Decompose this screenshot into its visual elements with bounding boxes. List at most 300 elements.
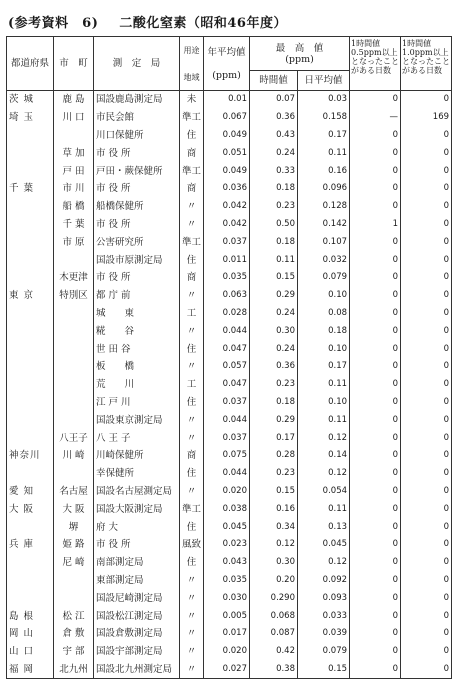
zone-cell: 住 [180, 340, 204, 358]
header-annual-label: 年平均値 [207, 46, 246, 58]
station-cell: 公害研究所 [94, 233, 180, 251]
station-cell: 川口保健所 [94, 127, 180, 145]
max-hourly-cell: 0.16 [250, 500, 298, 518]
annual-mean-cell: 0.005 [204, 607, 250, 625]
annual-mean-cell: 0.049 [204, 162, 250, 180]
table-row [7, 607, 452, 625]
station-cell: 都 庁 前 [94, 287, 180, 305]
prefecture-cell: 島 根 [7, 607, 54, 625]
annual-mean-cell: 0.044 [204, 322, 250, 340]
max-daily-cell: 0.17 [298, 358, 350, 376]
zone-cell: 未 [180, 91, 204, 109]
max-daily-cell: 0.11 [298, 376, 350, 394]
prefecture-cell: 福 岡 [7, 661, 54, 679]
header-days-10ppm: 1時間値1.0ppm以上となったことがある日数 [401, 37, 452, 91]
days-05ppm-cell: 0 [350, 127, 401, 145]
city-cell [54, 465, 94, 483]
days-10ppm-cell: 0 [401, 340, 452, 358]
zone-cell: 〃 [180, 198, 204, 216]
annual-mean-cell: 0.067 [204, 109, 250, 127]
days-05ppm-cell: 0 [350, 322, 401, 340]
table-row [7, 180, 452, 198]
station-cell: 国設東京測定局 [94, 411, 180, 429]
zone-cell: 〃 [180, 216, 204, 234]
city-cell [54, 127, 94, 145]
max-daily-cell: 0.092 [298, 572, 350, 590]
city-cell: 八王子 [54, 429, 94, 447]
days-05ppm-cell: 0 [350, 198, 401, 216]
city-cell [54, 358, 94, 376]
max-hourly-cell: 0.087 [250, 625, 298, 643]
days-10ppm-cell: 0 [401, 589, 452, 607]
header-zone [180, 37, 204, 91]
table-row [7, 233, 452, 251]
city-cell: 鹿 島 [54, 91, 94, 109]
max-daily-cell: 0.033 [298, 607, 350, 625]
annual-mean-cell: 0.036 [204, 180, 250, 198]
max-daily-cell: 0.039 [298, 625, 350, 643]
days-05ppm-cell: 0 [350, 233, 401, 251]
prefecture-cell [7, 411, 54, 429]
table-row [7, 269, 452, 287]
station-cell: 国設尼崎測定局 [94, 589, 180, 607]
station-cell: 川崎保健所 [94, 447, 180, 465]
days-10ppm-cell: 0 [401, 180, 452, 198]
city-cell [54, 305, 94, 323]
days-10ppm-cell: 0 [401, 162, 452, 180]
zone-cell: 商 [180, 180, 204, 198]
header-zone-top: 用途 [183, 45, 200, 55]
max-daily-cell: 0.079 [298, 643, 350, 661]
table-row [7, 358, 452, 376]
days-10ppm-cell: 0 [401, 518, 452, 536]
city-cell [54, 589, 94, 607]
prefecture-cell [7, 358, 54, 376]
table-row [7, 447, 452, 465]
prefecture-cell [7, 216, 54, 234]
prefecture-cell [7, 340, 54, 358]
zone-cell: 準工 [180, 500, 204, 518]
annual-mean-cell: 0.028 [204, 305, 250, 323]
document-title [8, 12, 287, 31]
city-cell: 木更津 [54, 269, 94, 287]
annual-mean-cell: 0.011 [204, 251, 250, 269]
table-row [7, 625, 452, 643]
prefecture-cell: 神奈川 [7, 447, 54, 465]
max-daily-cell: 0.079 [298, 269, 350, 287]
table-row [7, 198, 452, 216]
annual-mean-cell: 0.063 [204, 287, 250, 305]
days-10ppm-cell: 0 [401, 233, 452, 251]
table-row [7, 91, 452, 109]
days-10ppm-cell: 0 [401, 554, 452, 572]
zone-cell: 準工 [180, 233, 204, 251]
header-annual-mean [204, 37, 250, 91]
annual-mean-cell: 0.037 [204, 429, 250, 447]
title-text: 二酸化窒素（昭和46年度） [119, 16, 287, 31]
city-cell: 姫 路 [54, 536, 94, 554]
table-row [7, 589, 452, 607]
table-row [7, 305, 452, 323]
days-10ppm-cell: 0 [401, 411, 452, 429]
annual-mean-cell: 0.045 [204, 518, 250, 536]
zone-cell: 工 [180, 376, 204, 394]
table-row [7, 554, 452, 572]
table-row [7, 216, 452, 234]
city-cell [54, 572, 94, 590]
zone-cell: 〃 [180, 322, 204, 340]
header-zone-bottom: 地域 [183, 72, 200, 82]
zone-cell: 商 [180, 269, 204, 287]
days-10ppm-cell: 0 [401, 465, 452, 483]
max-daily-cell: 0.096 [298, 180, 350, 198]
days-10ppm-cell: 0 [401, 216, 452, 234]
city-cell: 千 葉 [54, 216, 94, 234]
station-cell: 幸保健所 [94, 465, 180, 483]
max-hourly-cell: 0.43 [250, 127, 298, 145]
city-cell: 草 加 [54, 144, 94, 162]
zone-cell: 〃 [180, 358, 204, 376]
zone-cell: 〃 [180, 572, 204, 590]
days-10ppm-cell: 169 [401, 109, 452, 127]
table-row [7, 109, 452, 127]
days-10ppm-cell: 0 [401, 269, 452, 287]
zone-cell: 住 [180, 518, 204, 536]
header-max-unit: (ppm) [285, 53, 314, 65]
city-cell [54, 251, 94, 269]
max-hourly-cell: 0.50 [250, 216, 298, 234]
table-row [7, 251, 452, 269]
max-hourly-cell: 0.18 [250, 233, 298, 251]
table-body [7, 91, 452, 679]
max-hourly-cell: 0.18 [250, 394, 298, 412]
prefecture-cell [7, 554, 54, 572]
days-10ppm-cell: 0 [401, 144, 452, 162]
days-10ppm-cell: 0 [401, 358, 452, 376]
table-row [7, 643, 452, 661]
days-05ppm-cell: 0 [350, 162, 401, 180]
table-row [7, 572, 452, 590]
max-daily-cell: 0.10 [298, 287, 350, 305]
max-hourly-cell: 0.24 [250, 340, 298, 358]
city-cell: 宇 部 [54, 643, 94, 661]
days-05ppm-cell: 1 [350, 216, 401, 234]
prefecture-cell [7, 572, 54, 590]
annual-mean-cell: 0.044 [204, 411, 250, 429]
days-10ppm-cell: 0 [401, 625, 452, 643]
station-cell: 城 東 [94, 305, 180, 323]
table-row [7, 483, 452, 501]
station-cell: 国設大阪測定局 [94, 500, 180, 518]
days-10ppm-cell: 0 [401, 661, 452, 679]
max-hourly-cell: 0.34 [250, 518, 298, 536]
days-10ppm-cell: 0 [401, 447, 452, 465]
prefecture-cell [7, 144, 54, 162]
max-hourly-cell: 0.23 [250, 376, 298, 394]
prefecture-cell [7, 376, 54, 394]
days-10ppm-cell: 0 [401, 643, 452, 661]
days-05ppm-cell: 0 [350, 376, 401, 394]
annual-mean-cell: 0.020 [204, 643, 250, 661]
station-cell: 国設松江測定局 [94, 607, 180, 625]
days-10ppm-cell: 0 [401, 376, 452, 394]
city-cell: 船 橋 [54, 198, 94, 216]
annual-mean-cell: 0.044 [204, 465, 250, 483]
station-cell: 戸田・蕨保健所 [94, 162, 180, 180]
station-cell: 国設倉敷測定局 [94, 625, 180, 643]
table-row [7, 394, 452, 412]
prefecture-cell: 大 阪 [7, 500, 54, 518]
header-prefecture: 都道府県 [7, 37, 54, 91]
zone-cell: 〃 [180, 287, 204, 305]
days-05ppm-cell: 0 [350, 483, 401, 501]
header-station: 測 定 局 [94, 37, 180, 91]
station-cell: 国設鹿島測定局 [94, 91, 180, 109]
prefecture-cell [7, 518, 54, 536]
table-row [7, 536, 452, 554]
days-05ppm-cell: 0 [350, 500, 401, 518]
station-cell: 荒 川 [94, 376, 180, 394]
annual-mean-cell: 0.035 [204, 269, 250, 287]
prefecture-cell [7, 589, 54, 607]
prefecture-cell: 愛 知 [7, 483, 54, 501]
annual-mean-cell: 0.037 [204, 394, 250, 412]
prefecture-cell: 茨 城 [7, 91, 54, 109]
max-hourly-cell: 0.30 [250, 554, 298, 572]
max-hourly-cell: 0.36 [250, 109, 298, 127]
days-05ppm-cell: 0 [350, 589, 401, 607]
days-05ppm-cell: 0 [350, 287, 401, 305]
station-cell: 八 王 子 [94, 429, 180, 447]
station-cell: 国設市原測定局 [94, 251, 180, 269]
city-cell: 北九州 [54, 661, 94, 679]
prefecture-cell [7, 162, 54, 180]
annual-mean-cell: 0.042 [204, 216, 250, 234]
max-daily-cell: 0.12 [298, 554, 350, 572]
table-row [7, 500, 452, 518]
days-05ppm-cell: 0 [350, 269, 401, 287]
days-10ppm-cell: 0 [401, 251, 452, 269]
days-05ppm-cell: 0 [350, 429, 401, 447]
prefecture-cell [7, 322, 54, 340]
days-10ppm-cell: 0 [401, 287, 452, 305]
table-row [7, 411, 452, 429]
city-cell: 川 崎 [54, 447, 94, 465]
max-daily-cell: 0.093 [298, 589, 350, 607]
days-05ppm-cell: 0 [350, 91, 401, 109]
days-10ppm-cell: 0 [401, 394, 452, 412]
zone-cell: 〃 [180, 661, 204, 679]
annual-mean-cell: 0.047 [204, 340, 250, 358]
max-hourly-cell: 0.24 [250, 144, 298, 162]
max-daily-cell: 0.10 [298, 340, 350, 358]
max-daily-cell: 0.032 [298, 251, 350, 269]
city-cell: 戸 田 [54, 162, 94, 180]
table-row [7, 127, 452, 145]
annual-mean-cell: 0.038 [204, 500, 250, 518]
annual-mean-cell: 0.037 [204, 233, 250, 251]
max-daily-cell: 0.107 [298, 233, 350, 251]
station-cell: 南部測定局 [94, 554, 180, 572]
annual-mean-cell: 0.017 [204, 625, 250, 643]
max-hourly-cell: 0.29 [250, 287, 298, 305]
zone-cell: 〃 [180, 589, 204, 607]
header-max-daily: 日平均値 [298, 71, 350, 91]
max-hourly-cell: 0.42 [250, 643, 298, 661]
prefecture-cell: 千 葉 [7, 180, 54, 198]
days-10ppm-cell: 0 [401, 483, 452, 501]
days-05ppm-cell: 0 [350, 536, 401, 554]
zone-cell: 住 [180, 394, 204, 412]
zone-cell: 商 [180, 144, 204, 162]
zone-cell: 準工 [180, 109, 204, 127]
city-cell: 市 原 [54, 233, 94, 251]
max-daily-cell: 0.054 [298, 483, 350, 501]
annual-mean-cell: 0.027 [204, 661, 250, 679]
prefecture-cell [7, 429, 54, 447]
station-cell: 市 役 所 [94, 536, 180, 554]
station-cell: 市 役 所 [94, 180, 180, 198]
max-daily-cell: 0.142 [298, 216, 350, 234]
max-hourly-cell: 0.30 [250, 322, 298, 340]
max-daily-cell: 0.045 [298, 536, 350, 554]
max-daily-cell: 0.18 [298, 322, 350, 340]
annual-mean-cell: 0.042 [204, 198, 250, 216]
table-row [7, 162, 452, 180]
table-row [7, 144, 452, 162]
city-cell [54, 322, 94, 340]
station-cell: 板 橋 [94, 358, 180, 376]
city-cell [54, 394, 94, 412]
station-cell: 市民会館 [94, 109, 180, 127]
annual-mean-cell: 0.035 [204, 572, 250, 590]
station-cell: 世 田 谷 [94, 340, 180, 358]
header-max-group [250, 37, 350, 71]
max-hourly-cell: 0.15 [250, 483, 298, 501]
max-hourly-cell: 0.38 [250, 661, 298, 679]
prefecture-cell: 兵 庫 [7, 536, 54, 554]
days-05ppm-cell: 0 [350, 447, 401, 465]
city-cell [54, 376, 94, 394]
station-cell: 国設名古屋測定局 [94, 483, 180, 501]
header-max-hourly: 時間値 [250, 71, 298, 91]
header-days-05ppm: 1時間値0.5ppm以上となったことがある日数 [350, 37, 401, 91]
zone-cell: 住 [180, 465, 204, 483]
zone-cell: 〃 [180, 483, 204, 501]
city-cell: 松 江 [54, 607, 94, 625]
max-hourly-cell: 0.33 [250, 162, 298, 180]
max-daily-cell: 0.11 [298, 500, 350, 518]
prefecture-cell [7, 305, 54, 323]
max-daily-cell: 0.17 [298, 127, 350, 145]
no2-data-table [6, 36, 452, 679]
annual-mean-cell: 0.075 [204, 447, 250, 465]
days-05ppm-cell: 0 [350, 518, 401, 536]
days-05ppm-cell: 0 [350, 358, 401, 376]
prefecture-cell [7, 233, 54, 251]
days-05ppm-cell: 0 [350, 144, 401, 162]
prefecture-cell: 東 京 [7, 287, 54, 305]
prefecture-cell: 埼 玉 [7, 109, 54, 127]
station-cell: 市 役 所 [94, 144, 180, 162]
max-daily-cell: 0.128 [298, 198, 350, 216]
max-hourly-cell: 0.36 [250, 358, 298, 376]
days-05ppm-cell: 0 [350, 411, 401, 429]
max-daily-cell: 0.11 [298, 411, 350, 429]
station-cell: 国設北九州測定局 [94, 661, 180, 679]
days-05ppm-cell: 0 [350, 572, 401, 590]
zone-cell: 〃 [180, 429, 204, 447]
prefecture-cell [7, 251, 54, 269]
max-hourly-cell: 0.24 [250, 305, 298, 323]
station-cell: 船橋保健所 [94, 198, 180, 216]
zone-cell: 工 [180, 305, 204, 323]
max-hourly-cell: 0.290 [250, 589, 298, 607]
prefecture-cell [7, 269, 54, 287]
annual-mean-cell: 0.047 [204, 376, 250, 394]
station-cell: 府 大 [94, 518, 180, 536]
city-cell: 川 口 [54, 109, 94, 127]
city-cell: 市 川 [54, 180, 94, 198]
max-hourly-cell: 0.068 [250, 607, 298, 625]
max-hourly-cell: 0.20 [250, 572, 298, 590]
table-row [7, 429, 452, 447]
station-cell: 糀 谷 [94, 322, 180, 340]
prefecture-cell [7, 465, 54, 483]
annual-mean-cell: 0.051 [204, 144, 250, 162]
city-cell: 名古屋 [54, 483, 94, 501]
days-10ppm-cell: 0 [401, 198, 452, 216]
table-row [7, 518, 452, 536]
header-annual-unit: (ppm) [212, 69, 241, 81]
city-cell: 特別区 [54, 287, 94, 305]
max-hourly-cell: 0.29 [250, 411, 298, 429]
zone-cell: 住 [180, 554, 204, 572]
max-hourly-cell: 0.15 [250, 269, 298, 287]
days-10ppm-cell: 0 [401, 429, 452, 447]
days-05ppm-cell: 0 [350, 607, 401, 625]
annual-mean-cell: 0.01 [204, 91, 250, 109]
city-cell: 堺 [54, 518, 94, 536]
days-05ppm-cell: 0 [350, 180, 401, 198]
zone-cell: 〃 [180, 643, 204, 661]
prefecture-cell [7, 394, 54, 412]
city-cell [54, 411, 94, 429]
prefecture-cell [7, 198, 54, 216]
max-daily-cell: 0.08 [298, 305, 350, 323]
table-header [7, 37, 452, 91]
days-05ppm-cell: 0 [350, 465, 401, 483]
days-10ppm-cell: 0 [401, 536, 452, 554]
days-10ppm-cell: 0 [401, 607, 452, 625]
max-daily-cell: 0.14 [298, 447, 350, 465]
city-cell: 尼 崎 [54, 554, 94, 572]
table-row [7, 322, 452, 340]
days-05ppm-cell: 0 [350, 661, 401, 679]
days-10ppm-cell: 0 [401, 572, 452, 590]
days-05ppm-cell: — [350, 109, 401, 127]
zone-cell: 住 [180, 251, 204, 269]
days-05ppm-cell: 0 [350, 340, 401, 358]
max-daily-cell: 0.12 [298, 465, 350, 483]
header-max-label: 最 高 値 [275, 42, 324, 54]
station-cell: 江 戸 川 [94, 394, 180, 412]
prefecture-cell: 岡 山 [7, 625, 54, 643]
max-daily-cell: 0.12 [298, 429, 350, 447]
table-row [7, 340, 452, 358]
max-hourly-cell: 0.07 [250, 91, 298, 109]
days-10ppm-cell: 0 [401, 305, 452, 323]
